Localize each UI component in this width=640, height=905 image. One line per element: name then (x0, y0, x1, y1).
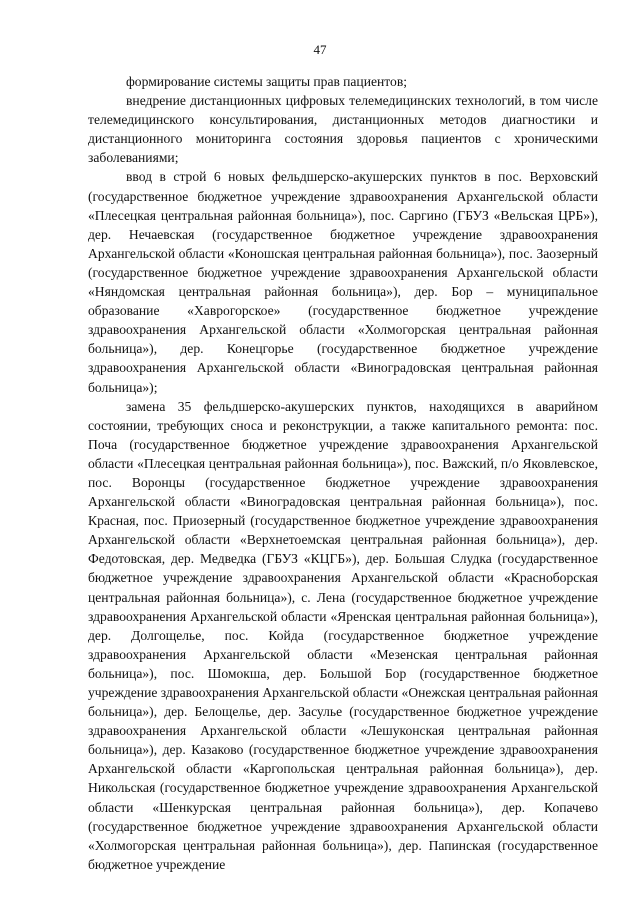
paragraph-new-fap: ввод в строй 6 новых фельдшерско-акушерских пунктов в пос. Верховский (государственное бюджетное учреждение здравоохранения Архангельской области «Плесецкая центральная районная больница»), пос. Саргино (ГБУЗ «Вельская ЦРБ»), дер. Нечаевская (государственное бюджетное учреждение здравоохранения Архангельской области «Коношская центральная районная больница»), пос. Заозерный (государственное бюджетное учреждение здравоохранения Архангельской области «Няндомская центральная районная больница»), дер. Бор – муниципальное образование «Хаврогорское» (государственное бюджетное учреждение здравоохранения Архангельской области «Холмогорская центральная районная больница»), дер. Конецгорье (государственное бюджетное учреждение здравоохранения Архангельской области «Виноградовская центральная районная больница»); (88, 169, 598, 395)
paragraph-telemedicine: внедрение дистанционных цифровых телемедицинских технологий, в том числе телемедицинского консультирования, дистанционных методов диагностики и дистанционного мониторинга состояния здоровья пациентов с хроническими заболеваниями; (88, 93, 598, 166)
paragraph-patient-rights: формирование системы защиты прав пациентов; (126, 74, 408, 89)
paragraph-fap-replacement: замена 35 фельдшерско-акушерских пунктов, находящихся в аварийном состоянии, требующих сноса и реконструкции, а также капитального ремонта: пос. Поча (государственное бюджетное учреждение здравоохранения Архангельской области «Плесецкая центральная районная больница»), пос. Важский, п/о Яковлевское, пос. Воронцы (государственное бюджетное учреждение здравоохранения Архангельской области «Виноградовская центральная районная больница»), пос. Красная, пос. Приозерный (государственное бюджетное учреждение здравоохранения Архангельской области «Верхнетоемская центральная районная больница»), дер. Федотовская, дер. Медведка (ГБУЗ «КЦГБ»), дер. Большая Слудка (государственное бюджетное учреждение здравоохранения Архангельской области «Красноборская центральная районная больница»), с. Лена (государственное бюджетное учреждение здравоохранения Архангельской области «Яренская центральная районная больница»), дер. Долгощелье, пос. Койда (государственное бюджетное учреждение здравоохранения Архангельской области «Мезенская центральная районная больница»), пос. Шомокша, дер. Большой Бор (государственное бюджетное учреждение здравоохранения Архангельской области «Онежская центральная районная больница»), дер. Белощелье, дер. Засулье (государственное бюджетное учреждение здравоохранения Архангельской области «Лешуконская центральная районная больница»), дер. Казаково (государственное бюджетное учреждение здравоохранения Архангельской области «Каргопольская центральная районная больница»), дер. Никольская (государственное бюджетное учреждение здравоохранения Архангельской области «Шенкурская центральная районная больница»), дер. Копачево (государственное бюджетное учреждение здравоохранения Архангельской области «Холмогорская центральная районная больница»), дер. Папинская (государственное бюджетное учреждение (88, 398, 598, 872)
document-body (88, 72, 598, 874)
page-number: 47 (313, 42, 327, 57)
